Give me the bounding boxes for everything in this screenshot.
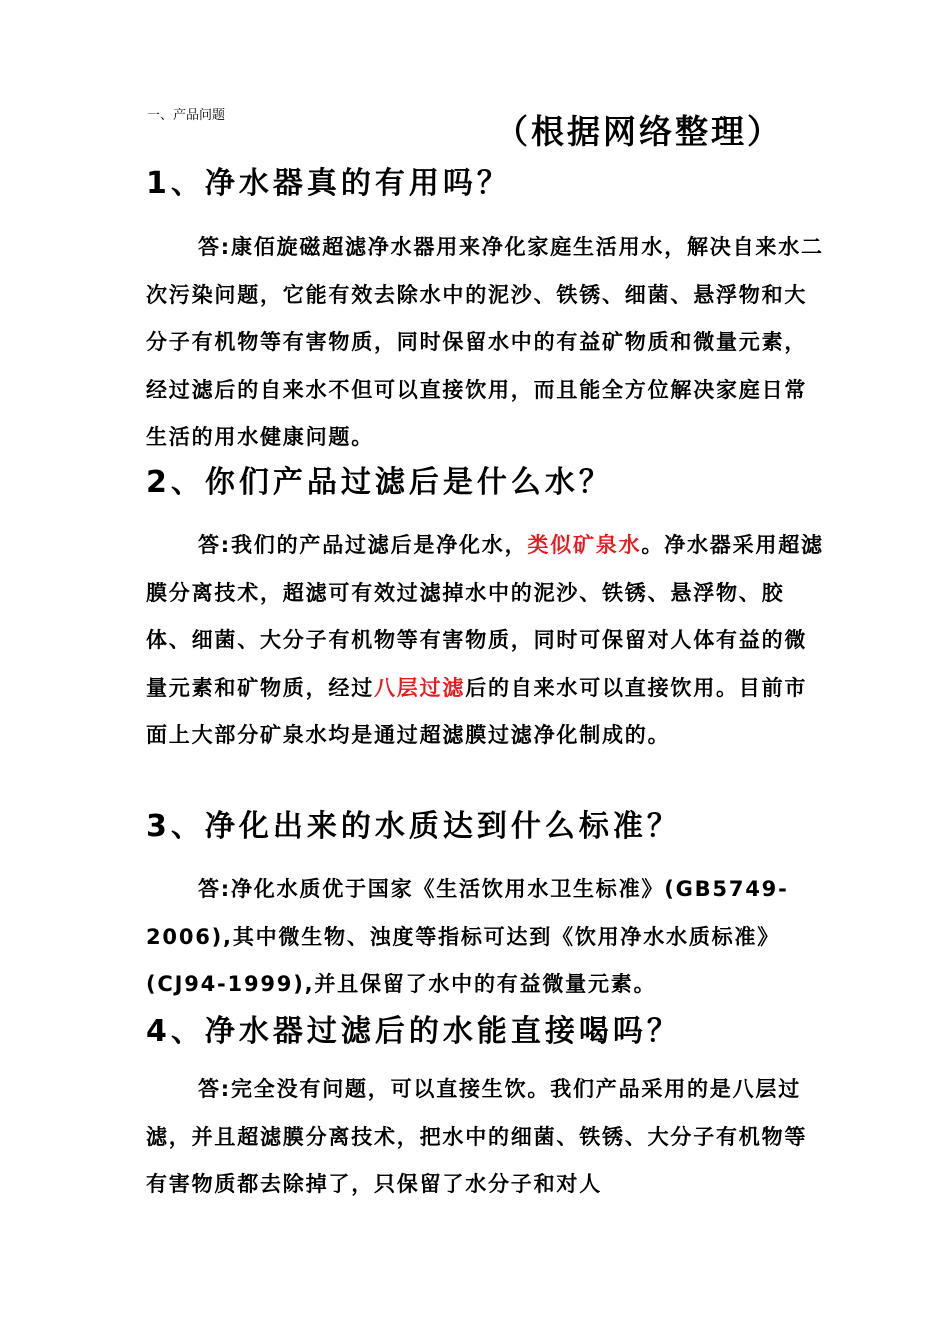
question-4-title: 4、净水器过滤后的水能直接喝吗？ [146,1014,681,1049]
section-label: 一、产品问题 [147,108,226,123]
question-1-answer: 答:康佰旋磁超滤净水器用来净化家庭生活用水，解决自来水二次污染问题，它能有效去除水中的泥沙、铁锈、细菌、悬浮物和大分子有机物等有害物质，同时保留水中的有益矿物质和微量元素，经过滤后的自来水不但可以直接饮用，而且能全方位解决家庭日常生活的用水健康问题。 [146,235,824,450]
question-4-answer: 答:完全没有问题，可以直接生饮。我们产品采用的是八层过滤，并且超滤膜分离技术，把水中的细菌、铁锈、大分子有机物等有害物质都去除掉了，只保留了水分子和对人 [146,1077,808,1197]
question-2-title: 2、你们产品过滤后是什么水？ [146,465,613,500]
answer-text: 后的自来水可以直接饮用。目前市面上大部分矿泉水均是通过超滤膜过滤净化制成的。 [146,675,808,748]
answer-text: 答:我们的产品过滤后是净化水， [198,533,528,557]
highlight-mineral-water: 类似矿泉水 [527,533,642,557]
question-1-title: 1、净水器真的有用吗？ [146,166,511,201]
highlight-eight-layer: 八层过滤 [374,675,466,700]
source-note: （根据网络整理） [495,112,783,151]
answer-text: 。净水器采用超滤膜分离技术，超滤可有效过滤掉水中的泥沙、铁锈、悬浮物、胶体、细菌、大分子有机物等有害物质，同时可保留对人体有益的微量元素和矿物质，经过 [146,533,824,700]
question-3-answer: 答:净化水质优于国家《生活饮用水卫生标准》(GB5749-2006),其中微生物、浊度等指标可达到《饮用净水水质标准》(CJ94-1999),并且保留了水中的有益微量元素。 [146,877,789,997]
question-2-answer [146,522,826,760]
question-3-title: 3、净化出来的水质达到什么标准？ [146,809,681,844]
